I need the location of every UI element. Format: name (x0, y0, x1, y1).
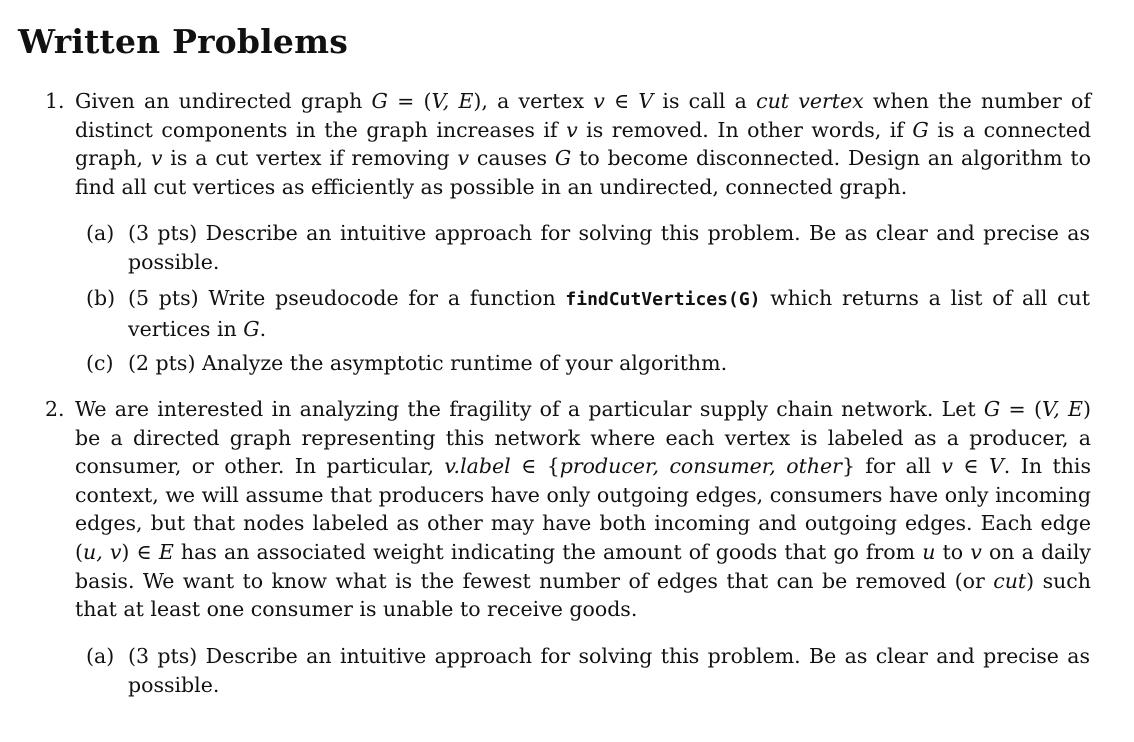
problem-1-part-a (86, 219, 1090, 276)
function-name: findCutVertices(G) (565, 289, 761, 310)
term-cut-vertex: cut vertex (756, 89, 864, 113)
part-text: (5 pts) Write pseudocode for a function findCutVertices(G) which returns a list of all cut vertices in G. (128, 286, 1090, 341)
problem-number: 1. (45, 89, 65, 113)
part-text: (3 pts) Describe an intuitive approach for solving this problem. Be as clear and precise as possible. (128, 644, 1090, 697)
part-label: (a) (86, 644, 115, 668)
part-label: (c) (86, 351, 114, 375)
problem-1-part-b (86, 284, 1090, 343)
problem-1-part-c (86, 349, 1090, 378)
part-text: (2 pts) Analyze the asymptotic runtime of your algorithm. (128, 351, 728, 375)
problem-number: 2. (45, 397, 65, 421)
part-text: (3 pts) Describe an intuitive approach for solving this problem. Be as clear and precise as possible. (128, 221, 1090, 274)
problem-1 (45, 87, 1091, 201)
problem-statement: Given an undirected graph G = (V, E), a vertex v ∈ V is call a cut vertex when the number of distinct components in the graph increases if v is removed. In other words, if G is a connected graph, v is a cut vertex if removing v causes G to become disconnected. Design an algorithm to find all cut vertices as efficiently as possible in an undirected, connected graph. (75, 89, 1091, 199)
part-label: (b) (86, 286, 116, 310)
term-cut: cut (993, 568, 1027, 593)
problem-2 (45, 395, 1091, 624)
problem-statement: We are interested in analyzing the fragility of a particular supply chain network. Let G = (V, E) be a directed graph representing this network where each vertex is labeled as a producer, a consumer, or other. In particular, v.label ∈ {producer, consumer, other} for all v ∈ V. In this context, we will assume that producers have only outgoing edges, consumers have only incoming edges, but that nodes labeled as other may have both incoming and outgoing edges. Each edge (u, v) ∈ E has an associated weight indicating the amount of goods that go from u to v on a daily basis. We want to know what is the fewest number of edges that can be removed (or cut) such that at least one consumer is unable to receive goods. (75, 397, 1091, 622)
problem-2-part-a (86, 642, 1090, 699)
section-title: Written Problems (18, 22, 348, 61)
part-label: (a) (86, 221, 115, 245)
